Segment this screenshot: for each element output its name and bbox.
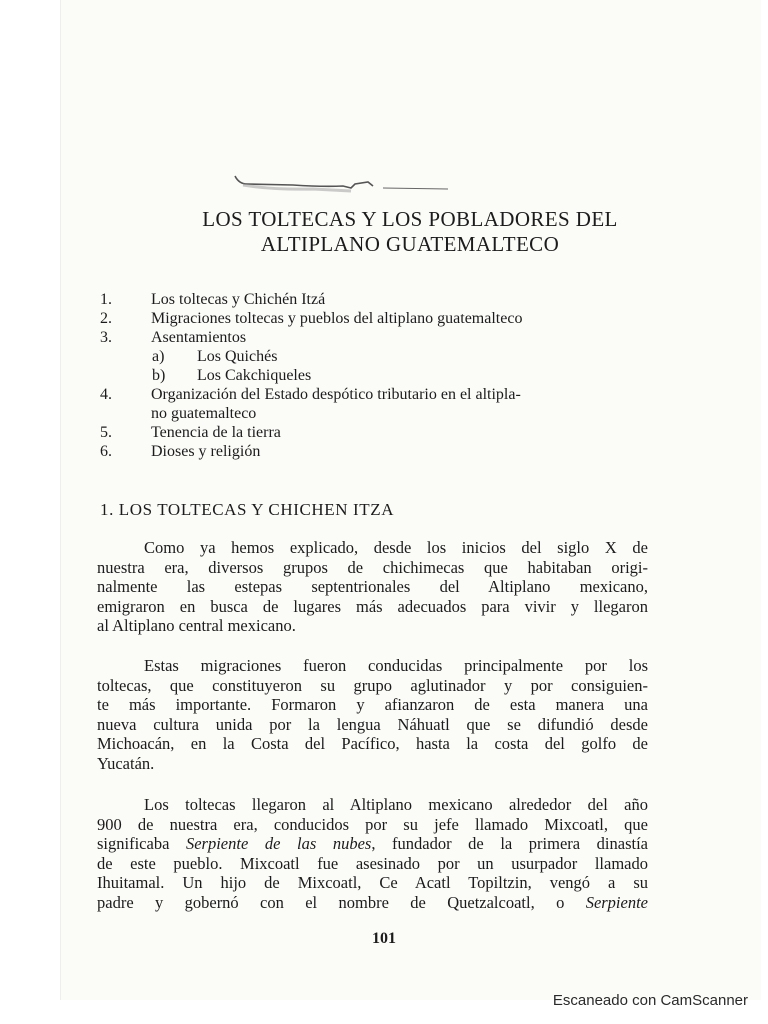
torn-paper-mark [233, 172, 453, 194]
toc-text: Tenencia de la tierra [151, 424, 281, 441]
toc-item [100, 290, 660, 309]
page-number: 101 [372, 930, 396, 947]
paragraph-line: Estas migraciones fueron conducidas principalmente por los [144, 656, 648, 675]
section-heading: 1. LOS TOLTECAS Y CHICHEN ITZA [100, 500, 395, 519]
paragraph-line: emigraron en busca de lugares más adecuados para vivir y llegaron [97, 596, 648, 616]
paragraph-line: Como ya hemos explicado, desde los inicios del siglo X de [144, 538, 648, 557]
toc-number: 6. [100, 443, 112, 460]
chapter-title [60, 207, 760, 257]
toc-sub-letter: a) [152, 348, 165, 365]
paragraph-line [97, 893, 648, 913]
toc-text: no guatemalteco [151, 405, 257, 422]
toc-item [100, 328, 660, 347]
toc-text: Dioses y religión [151, 443, 261, 460]
toc-text: Asentamientos [151, 329, 247, 346]
emphasis-text: Serpiente [585, 892, 648, 912]
paragraph [97, 795, 648, 912]
table-of-contents [100, 290, 660, 461]
text-run: padre y gobernó con el nombre de Quetzalcoatl, o [97, 892, 586, 912]
paragraph-line [97, 834, 648, 854]
paragraph-line: nuestra era, diversos grupos de chichimecas que habitaban origi- [97, 557, 648, 577]
toc-text: Organización del Estado despótico tributario en el altipla- [151, 386, 521, 403]
toc-number: 2. [100, 310, 112, 327]
paragraph-line: Michoacán, en la Costa del Pacífico, hasta la costa del golfo de [97, 734, 648, 753]
toc-subitem [100, 347, 660, 366]
toc-sub-text: Los Quichés [197, 348, 278, 365]
paragraph-line: de este pueblo. Mixcoatl fue asesinado por un usurpador llamado [97, 853, 648, 873]
text-run: , fundador de la primera dinastía [371, 834, 648, 853]
toc-text: Los toltecas y Chichén Itzá [151, 291, 326, 308]
chapter-title-line-2: ALTIPLANO GUATEMALTECO [260, 232, 560, 256]
toc-item-continuation [100, 404, 660, 423]
paragraph-line: nueva cultura unida por la lengua Náhuatl que se difundió desde [97, 714, 648, 734]
toc-sub-text: Los Cakchiqueles [197, 367, 312, 384]
paragraph-line: te más importante. Formaron y afianzaron de esta manera una [97, 695, 648, 714]
paragraph-line: Ihuitamal. Un hijo de Mixcoatl, Ce Acatl Topiltzin, vengó a su [97, 873, 648, 892]
toc-number: 5. [100, 424, 112, 441]
scanner-watermark: Escaneado con CamScanner [552, 992, 748, 1009]
toc-number: 4. [100, 386, 112, 403]
toc-item [100, 423, 660, 442]
emphasis-text: Serpiente de las nubes [185, 834, 372, 853]
toc-item [100, 442, 660, 461]
toc-number: 3. [100, 329, 112, 346]
paragraph-line: 900 de nuestra era, conducidos por su jefe llamado Mixcoatl, que [97, 814, 648, 834]
paragraph [97, 656, 648, 773]
paragraph-line: toltecas, que constituyeron su grupo aglutinador y por consiguien- [97, 675, 648, 695]
toc-number: 1. [100, 291, 112, 308]
toc-subitem [100, 366, 660, 385]
toc-item [100, 309, 660, 328]
paragraph-line: Yucatán. [97, 753, 155, 773]
toc-item [100, 385, 660, 404]
text-run: significaba [97, 834, 186, 853]
paragraph-line: Los toltecas llegaron al Altiplano mexicano alrededor del año [144, 795, 648, 814]
paragraph-line: al Altiplano central mexicano. [97, 616, 296, 635]
toc-sub-letter: b) [152, 367, 166, 384]
toc-text: Migraciones toltecas y pueblos del altiplano guatemalteco [151, 310, 523, 327]
paragraph-line: nalmente las estepas septentrionales del Altiplano mexicano, [97, 577, 648, 596]
chapter-title-line-1: LOS TOLTECAS Y LOS POBLADORES DEL [202, 207, 618, 231]
paragraph [97, 538, 648, 636]
